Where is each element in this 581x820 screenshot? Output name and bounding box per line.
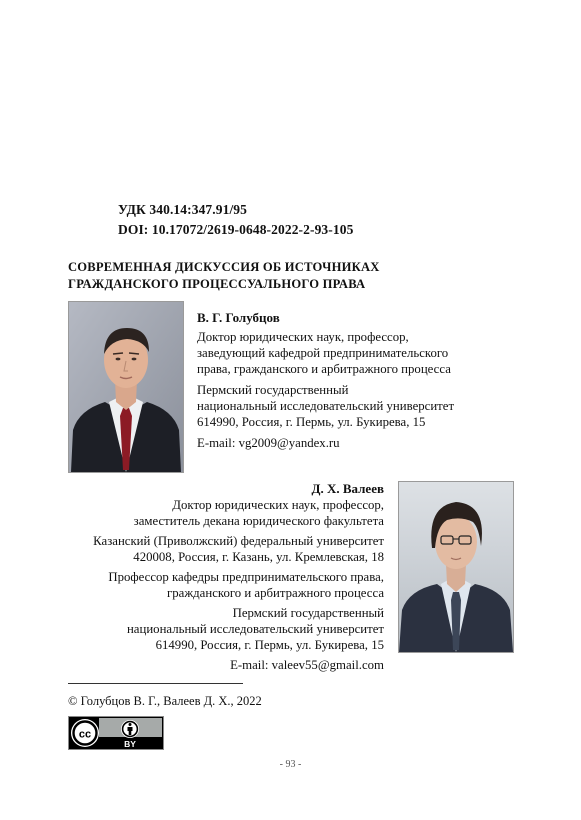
author1-photo (68, 301, 184, 473)
author2-position-line: Доктор юридических наук, профессор, (172, 498, 384, 512)
author2-affiliation-line: 614990, Россия, г. Пермь, ул. Букирева, 15 (155, 638, 384, 652)
author1-position-line: права, гражданского и арбитражного процесса (197, 362, 451, 376)
author1-affiliation (197, 382, 454, 430)
author1-name: В. Г. Голубцов (197, 310, 280, 325)
author2-affiliation-kazan (93, 533, 384, 565)
author2-position (134, 497, 384, 529)
doi: DOI: 10.17072/2619-0648-2022-2-93-105 (118, 222, 354, 237)
author1-position-line: заведующий кафедрой предпринимательского (197, 346, 449, 360)
author2-affiliation-line: гражданского и арбитражного процесса (167, 586, 384, 600)
by-label: BY (124, 739, 136, 749)
author1-affiliation-line: 614990, Россия, г. Пермь, ул. Букирева, 15 (197, 415, 426, 429)
author1-email[interactable]: E-mail: vg2009@yandex.ru (197, 436, 340, 450)
author2-affiliation-line: национальный исследовательский университет (126, 622, 384, 636)
author1-affiliation-line: национальный исследовательский университет (197, 399, 455, 413)
author1-position-line: Доктор юридических наук, профессор, (197, 330, 409, 344)
author2-affiliation-line: Казанский (Приволжский) федеральный университет (93, 534, 384, 548)
udk-code: УДК 340.14:347.91/95 (118, 202, 247, 217)
author2-affiliation-perm (127, 605, 384, 653)
footnote-separator (68, 683, 243, 684)
cc-by-license-badge[interactable] (68, 716, 164, 750)
author1-affiliation-line: Пермский государственный (197, 383, 349, 397)
author2-affiliation-line: 420008, Россия, г. Казань, ул. Кремлевская, 18 (133, 550, 384, 564)
author2-name: Д. Х. Валеев (311, 481, 384, 496)
title-line-1: СОВРЕМЕННАЯ ДИСКУССИЯ ОБ ИСТОЧНИКАХ (68, 260, 380, 274)
author2-affiliation-line: Пермский государственный (232, 606, 384, 620)
author2-email[interactable]: E-mail: valeev55@gmail.com (230, 658, 384, 672)
author2-position-line: заместитель декана юридического факультета (133, 514, 384, 528)
title-line-2: ГРАЖДАНСКОГО ПРОЦЕССУАЛЬНОГО ПРАВА (68, 276, 366, 291)
author2-photo (398, 481, 514, 653)
article-title (68, 259, 380, 292)
author1-position (197, 329, 451, 377)
author2-professor-role (108, 569, 384, 601)
cc-label: cc (78, 728, 92, 741)
page-number: - 93 - (279, 759, 302, 770)
author2-affiliation-line: Профессор кафедры предпринимательского права, (108, 570, 384, 584)
copyright-notice: © Голубцов В. Г., Валеев Д. Х., 2022 (68, 694, 262, 708)
